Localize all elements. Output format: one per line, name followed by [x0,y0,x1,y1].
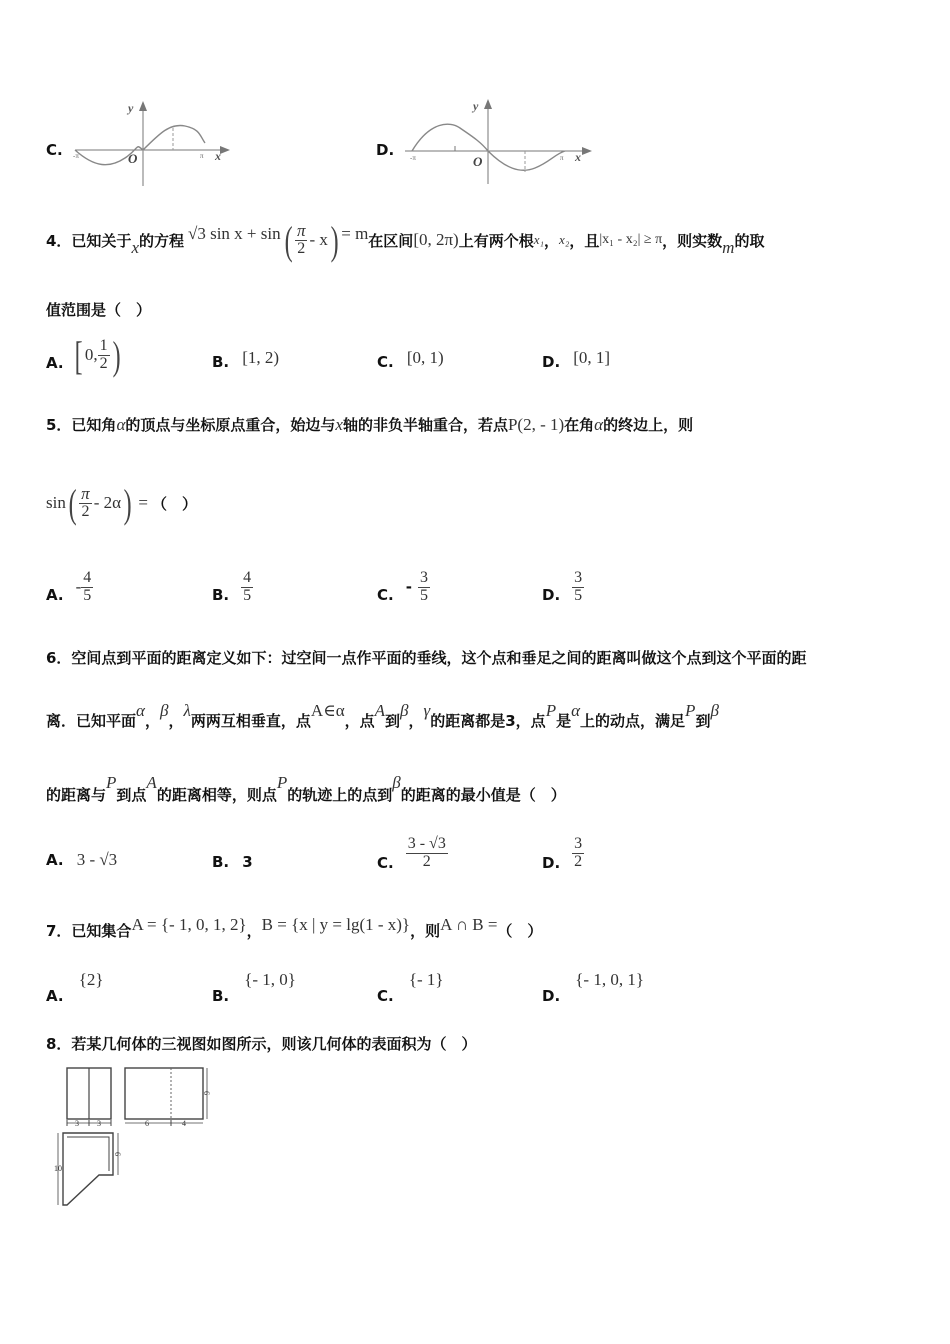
x-axis-arrow [582,147,592,155]
q5-expression: sin ( $\frac{\pi}{2}$ - 2α ) = （ ） [46,480,197,526]
x-axis-arrow [220,146,230,154]
pi-label: π [200,152,204,160]
q5-option-c[interactable]: C. - $\frac{3}{5}$ [377,568,428,604]
q4-option-b[interactable]: B. [1, 2) [212,348,280,371]
q7-set-b: B = {x | y = lg(1 - x)} [261,915,411,934]
dim-6-width: 6 [145,1119,149,1128]
side-view [125,1068,203,1119]
q3-option-c-label: C. [46,141,63,159]
top-view [63,1133,113,1205]
q4-stem-line2: 值范围是（ ） [46,301,152,319]
q5-stem-line1: 5．已知角α的顶点与坐标原点重合，始边与x轴的非负半轴重合，若点P(2, - 1)在角α的终边上，则 [46,415,694,434]
y-axis-arrow [484,99,492,109]
q8-stem: 8．若某几何体的三视图如图所示，则该几何体的表面积为（ ） [46,1035,477,1053]
q6-stem-line2: 离．已知平面α，β，λ两两互相垂直，点A∈α，点A到β，γ的距离都是3，点P是α上的动点，满足P到β [46,701,719,730]
q7-stem: 7．已知集合A = {- 1, 0, 1, 2}，B = {x | y = lg(1 - x)}，则A ∩ B =（ ） [46,915,543,940]
dim-3-a: 3 [75,1119,79,1128]
q6-option-d[interactable]: D. $\frac{3}{2}$ [542,834,583,872]
q3-option-d-label: D. [376,141,395,159]
q5-option-d[interactable]: D. $\frac{3}{5}$ [542,568,583,604]
q8-three-view-diagram [55,1065,220,1215]
q7-number: 7．已知集合 [46,922,132,940]
q6-option-b[interactable]: B. 3 [212,853,253,871]
neg-pi-label: -π [73,152,79,160]
q7-option-c[interactable]: C. {- 1} [377,970,444,1005]
q5-options [46,562,746,612]
q6-option-a[interactable]: A. 3 - √3 [46,850,118,869]
q7-options [46,970,746,1010]
origin-label: O [473,154,483,169]
q6-options [46,828,746,878]
q5-option-a[interactable]: A. - $\frac{4}{5}$ [46,568,92,604]
q6-stem-line3: 的距离与P到点A的距离相等，则点P的轨迹上的点到β的距离的最小值是（ ） [46,773,566,804]
x-label: x [575,150,581,164]
q4-condition: |x₁ - x₂| ≥ π [599,232,663,247]
q4-pi-over-2: $\frac{\pi}{2}$ [296,221,306,258]
q4-equation-right: = m [341,224,369,243]
q4-option-d[interactable]: D. [0, 1] [542,348,611,371]
q3-graph-d [400,96,595,188]
q4-stem-line1: 4．已知关于 x 的方程 √3 sin x + sin ( $\frac{\pi}{2}$ - x ) = m 在区间 [0, 2π) 上有两个根 x₁ ， x₂ ，且 |x₁ - x₂| ≥ π ，则实数 m 的取 [46,217,765,263]
q5-point: P(2, - 1) [507,415,565,434]
q4-interval: [0, 2π) [413,230,459,249]
q6-option-c[interactable]: C. $\frac{3 - √3}{2}$ [377,834,446,872]
q4-option-c[interactable]: C. [0, 1) [377,348,444,371]
q7-set-a: A = {- 1, 0, 1, 2} [131,915,247,934]
y-label: y [128,101,134,115]
dim-6-side: 6 [113,1152,122,1156]
neg-pi-label: -π [410,154,416,162]
q4-number: 4．已知关于 [46,231,132,250]
q4-equation-left: √3 sin x + sin [188,224,281,243]
dim-3-b: 3 [97,1119,101,1128]
dim-10: 10 [54,1164,62,1173]
sine-curve [75,125,205,164]
y-axis-arrow [139,101,147,111]
q5-number: 5．已知角 [46,416,117,434]
q7-option-a[interactable]: A. {2} [46,970,104,1005]
dim-4: 4 [182,1119,186,1128]
q4-options [46,330,746,380]
q7-option-b[interactable]: B. {- 1, 0} [212,970,296,1005]
y-label: y [473,99,479,113]
q5-option-b[interactable]: B. $\frac{4}{5}$ [212,568,252,604]
q3-graph-c [70,98,235,190]
q4-option-a[interactable]: A. [ 0, $\frac{1}{2}$ ) [46,332,121,378]
x-label: x [215,149,221,163]
q6-stem-line1: 6．空间点到平面的距离定义如下：过空间一点作平面的垂线，这个点和垂足之间的距离叫做这个点到这个平面的距 [46,649,807,667]
q7-option-d[interactable]: D. {- 1, 0, 1} [542,970,644,1005]
dim-6-height: 6 [202,1091,211,1095]
origin-label: O [128,151,138,166]
pi-label: π [560,154,564,162]
